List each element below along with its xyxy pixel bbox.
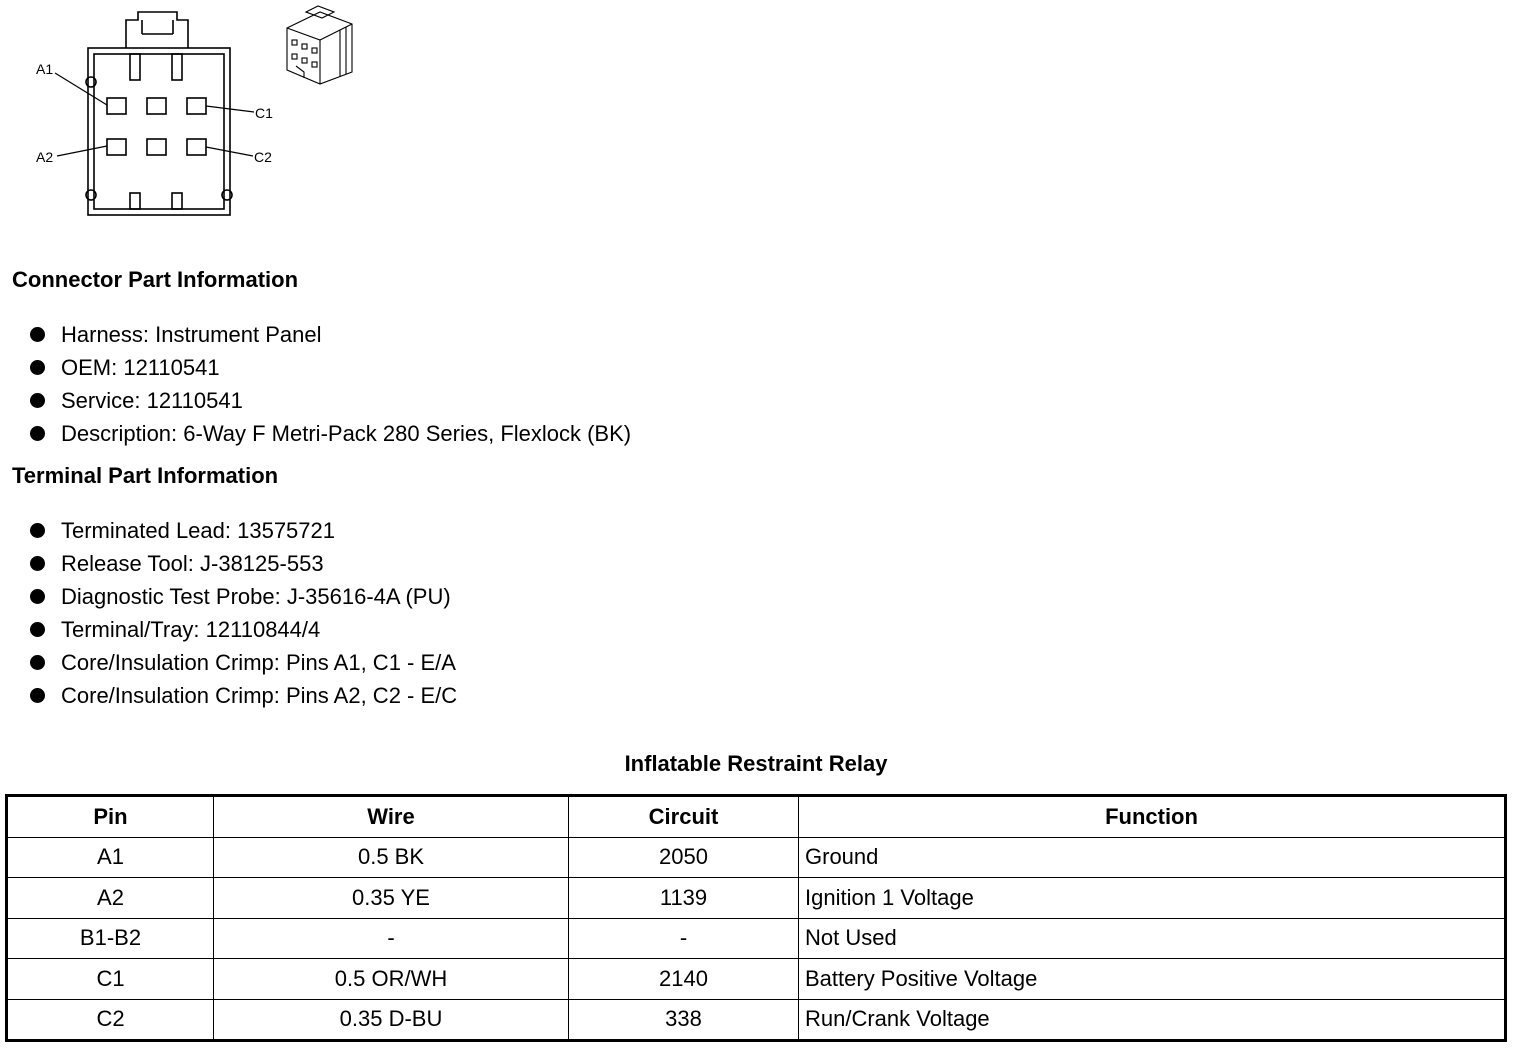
- column-header-wire: Wire: [214, 796, 569, 838]
- cell-pin: B1-B2: [7, 918, 214, 959]
- list-item: Description: 6-Way F Metri-Pack 280 Series, Flexlock (BK): [30, 417, 631, 450]
- cell-function: Run/Crank Voltage: [799, 999, 1506, 1041]
- table-header-row: [7, 796, 1506, 838]
- table-title: Inflatable Restraint Relay: [624, 751, 888, 776]
- cell-pin: A1: [7, 837, 214, 878]
- cell-circuit: 2140: [569, 959, 799, 1000]
- list-item: Release Tool: J-38125-553: [30, 547, 457, 580]
- pin-label-c2: C2: [254, 149, 272, 165]
- cell-wire: 0.35 YE: [214, 878, 569, 919]
- bullet-icon: [30, 622, 45, 637]
- cell-function: Not Used: [799, 918, 1506, 959]
- connector-iso-thumbnail: [287, 6, 352, 84]
- list-item: Core/Insulation Crimp: Pins A1, C1 - E/A: [30, 646, 457, 679]
- list-item: Core/Insulation Crimp: Pins A2, C2 - E/C: [30, 679, 457, 712]
- bullet-icon: [30, 589, 45, 604]
- cell-wire: 0.35 D-BU: [214, 999, 569, 1041]
- bullet-icon: [30, 393, 45, 408]
- bullet-icon: [30, 327, 45, 342]
- bullet-icon: [30, 360, 45, 375]
- table-row: [7, 918, 1506, 959]
- connector-face-diagram: [0, 0, 380, 225]
- table-row: [7, 878, 1506, 919]
- list-item: Terminal/Tray: 12110844/4: [30, 613, 457, 646]
- table-row: [7, 999, 1506, 1041]
- table-row: [7, 837, 1506, 878]
- cell-pin: A2: [7, 878, 214, 919]
- column-header-function: Function: [799, 796, 1506, 838]
- list-item: Diagnostic Test Probe: J-35616-4A (PU): [30, 580, 457, 613]
- table-row: [7, 959, 1506, 1000]
- column-header-pin: Pin: [7, 796, 214, 838]
- cell-function: Battery Positive Voltage: [799, 959, 1506, 1000]
- cell-circuit: 2050: [569, 837, 799, 878]
- list-item: OEM: 12110541: [30, 351, 631, 384]
- column-header-circuit: Circuit: [569, 796, 799, 838]
- list-item: Terminated Lead: 13575721: [30, 514, 457, 547]
- bullet-icon: [30, 426, 45, 441]
- pin-label-a1: A1: [36, 61, 54, 77]
- pin-label-a2: A2: [36, 149, 54, 165]
- connector-info-heading: Connector Part Information: [12, 267, 299, 292]
- cell-pin: C2: [7, 999, 214, 1041]
- cell-circuit: -: [569, 918, 799, 959]
- bullet-icon: [30, 523, 45, 538]
- bullet-icon: [30, 655, 45, 670]
- cell-circuit: 1139: [569, 878, 799, 919]
- pinout-table: [5, 794, 1507, 1042]
- cell-function: Ground: [799, 837, 1506, 878]
- bullet-icon: [30, 688, 45, 703]
- connector-info-list: [30, 318, 631, 450]
- cell-circuit: 338: [569, 999, 799, 1041]
- cell-wire: 0.5 BK: [214, 837, 569, 878]
- list-item: Service: 12110541: [30, 384, 631, 417]
- bullet-icon: [30, 556, 45, 571]
- cell-pin: C1: [7, 959, 214, 1000]
- cell-wire: 0.5 OR/WH: [214, 959, 569, 1000]
- terminal-info-list: [30, 514, 457, 712]
- cell-function: Ignition 1 Voltage: [799, 878, 1506, 919]
- cell-wire: -: [214, 918, 569, 959]
- pin-label-c1: C1: [255, 105, 273, 121]
- terminal-info-heading: Terminal Part Information: [12, 463, 279, 488]
- list-item: Harness: Instrument Panel: [30, 318, 631, 351]
